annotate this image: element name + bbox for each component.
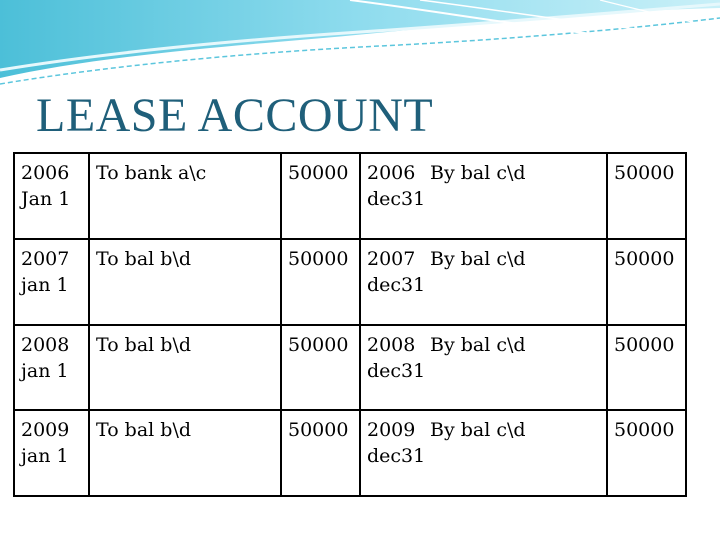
table-row (14, 325, 686, 411)
table-row (14, 410, 686, 496)
debit-particulars-cell: To bal b\d (89, 410, 281, 496)
credit-date-cell: 2008 dec31 (360, 325, 428, 411)
debit-date-cell: 2009 jan 1 (14, 410, 89, 496)
credit-particulars-cell: By bal c\d (428, 153, 607, 239)
debit-amount-cell: 50000 (281, 325, 360, 411)
credit-date-cell: 2009 dec31 (360, 410, 428, 496)
debit-particulars-cell: To bal b\d (89, 239, 281, 325)
credit-amount-cell: 50000 (607, 239, 686, 325)
debit-date-cell: 2006 Jan 1 (14, 153, 89, 239)
header-wave-banner (0, 0, 720, 100)
debit-amount-cell: 50000 (281, 239, 360, 325)
debit-amount-cell: 50000 (281, 153, 360, 239)
credit-particulars-cell: By bal c\d (428, 410, 607, 496)
credit-particulars-cell: By bal c\d (428, 239, 607, 325)
debit-amount-cell: 50000 (281, 410, 360, 496)
credit-date-cell: 2006 dec31 (360, 153, 428, 239)
debit-date-cell: 2008 jan 1 (14, 325, 89, 411)
table-row (14, 153, 686, 239)
credit-particulars-cell: By bal c\d (428, 325, 607, 411)
credit-date-cell: 2007 dec31 (360, 239, 428, 325)
table-row (14, 239, 686, 325)
credit-amount-cell: 50000 (607, 153, 686, 239)
ledger-body (14, 153, 686, 496)
debit-particulars-cell: To bal b\d (89, 325, 281, 411)
credit-amount-cell: 50000 (607, 410, 686, 496)
debit-date-cell: 2007 jan 1 (14, 239, 89, 325)
debit-particulars-cell: To bank a\c (89, 153, 281, 239)
credit-amount-cell: 50000 (607, 325, 686, 411)
lease-account-table (13, 152, 687, 497)
page-title: LEASE ACCOUNT (36, 89, 434, 142)
